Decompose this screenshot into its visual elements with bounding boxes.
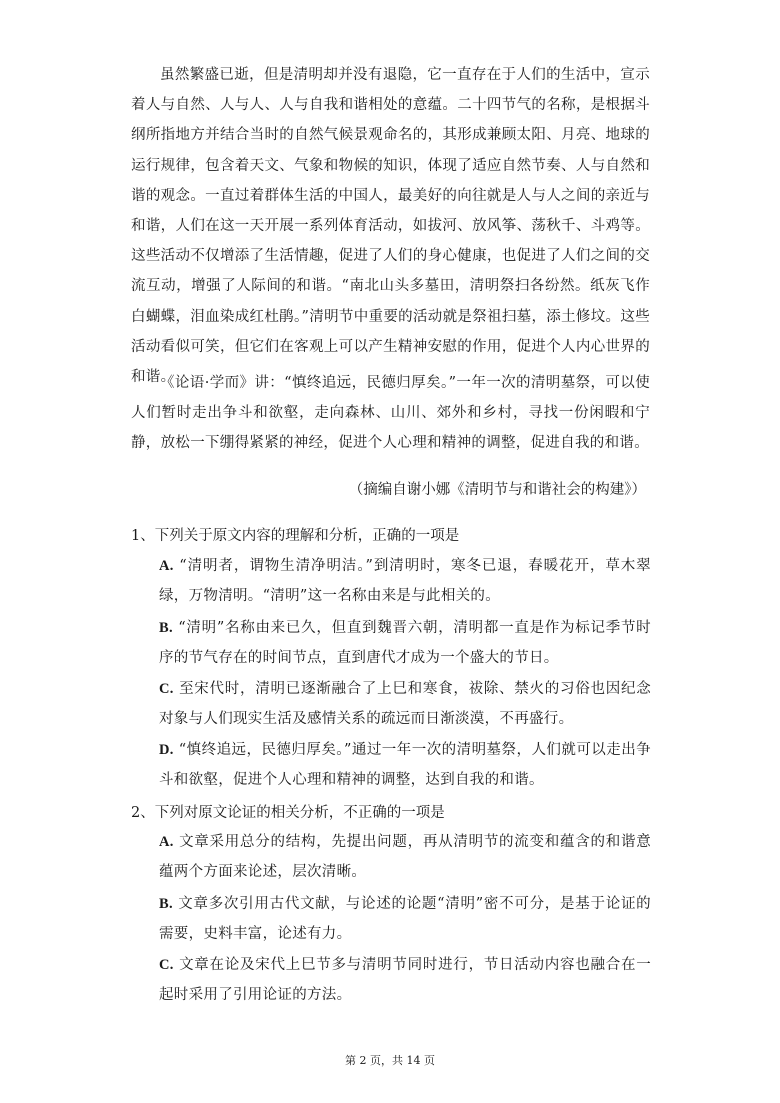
option-letter: A. [159, 834, 174, 850]
question-1-stem: 1、下列关于原文内容的理解和分析，正确的一项是 [131, 528, 460, 544]
question-2-stem: 2、下列对原文论证的相关分析，不正确的一项是 [131, 805, 445, 821]
option-text: 文章多次引用古代文献，与论述的论题“清明”密不可分，是基于论证的需要，史料丰富，论述有力。 [159, 896, 651, 943]
option-text: 至宋代时，清明已逐渐融合了上巳和寒食，祓除、禁火的习俗也因纪念对象与人们现实生活及感情关系的疏远而日渐淡漠，不再盛行。 [159, 681, 651, 728]
option-text: “慎终追远，民德归厚矣。”通过一年一次的清明墓祭，人们就可以走出争斗和欲壑，促进个人心理和精神的调整，达到自我的和谐。 [159, 742, 651, 789]
page-footer: 第 2 页，共 14 页 [345, 1054, 435, 1067]
option-letter: A. [159, 558, 174, 574]
question-2-option-c [159, 950, 651, 1011]
option-text: 文章在论及宋代上巳节多与清明节同时进行，节日活动内容也融合在一起时采用了引用论证的方法。 [159, 957, 651, 1004]
passage-paragraph-1: 虽然繁盛已逝，但是清明却并没有退隐，它一直存在于人们的生活中，宣示着人与自然、人与人、人与自我和谐相处的意蕴。二十四节气的名称，是根据斗纲所指地方并结合当时的自然气候景观命名的，其形成兼顾太阳、月亮、地球的运行规律，包含着天文、气象和物候的知识，体现了适应自然节奏、人与自然和谐的观念。一直过着群体生活的中国人，最美好的向往就是人与人之间的亲近与和谐，人们在这一天开展一系列体育活动，如拔河、放风筝、荡秋千、斗鸡等。这些活动不仅增添了生活情趣，促进了人们的身心健康，也促进了人们之间的交流互动，增强了人际间的和谐。“南北山头多墓田，清明祭扫各纷然。纸灰飞作白蝴蝶，泪血染成红杜鹃。”清明节中重要的活动就是祭祖扫墓，添土修坟。这些活动看似可笑，但它们在客观上可以产生精神安慰的作用，促进个人内心世界的和谐。 [131, 67, 650, 386]
question-2-option-a [159, 827, 651, 888]
question-1-option-b [159, 613, 651, 674]
passage-paragraph-2: 《论语·学而》讲：“慎终追远，民德归厚矣。”一年一次的清明墓祭，可以使人们暂时走出争斗和欲壑，走向森林、山川、郊外和乡村，寻找一份闲暇和宁静，放松一下绷得紧紧的神经，促进个人心理和精神的调整，促进自我的和谐。 [131, 375, 650, 452]
question-1-option-d [159, 735, 651, 796]
question-2-option-b [159, 889, 651, 950]
question-1-option-a [159, 551, 651, 612]
option-text: “清明”名称由来已久，但直到魏晋六朝，清明都一直是作为标记季节时序的节气存在的时间节点，直到唐代才成为一个盛大的节日。 [159, 620, 651, 667]
option-letter: C. [159, 957, 174, 973]
option-letter: B. [159, 896, 173, 912]
option-letter: D. [159, 742, 174, 758]
option-text: 文章采用总分的结构，先提出问题，再从清明节的流变和蕴含的和谐意蕴两个方面来论述，层次清晰。 [159, 834, 651, 881]
option-letter: C. [159, 681, 174, 697]
option-letter: B. [159, 620, 173, 636]
question-1-option-c [159, 674, 651, 735]
passage-source: （摘编自谢小娜《清明节与和谐社会的构建》） [348, 482, 646, 498]
option-text: “清明者，谓物生清净明洁。”到清明时，寒冬已退，春暖花开，草木翠绿，万物清明。“清明”这一名称由来是与此相关的。 [159, 558, 651, 605]
